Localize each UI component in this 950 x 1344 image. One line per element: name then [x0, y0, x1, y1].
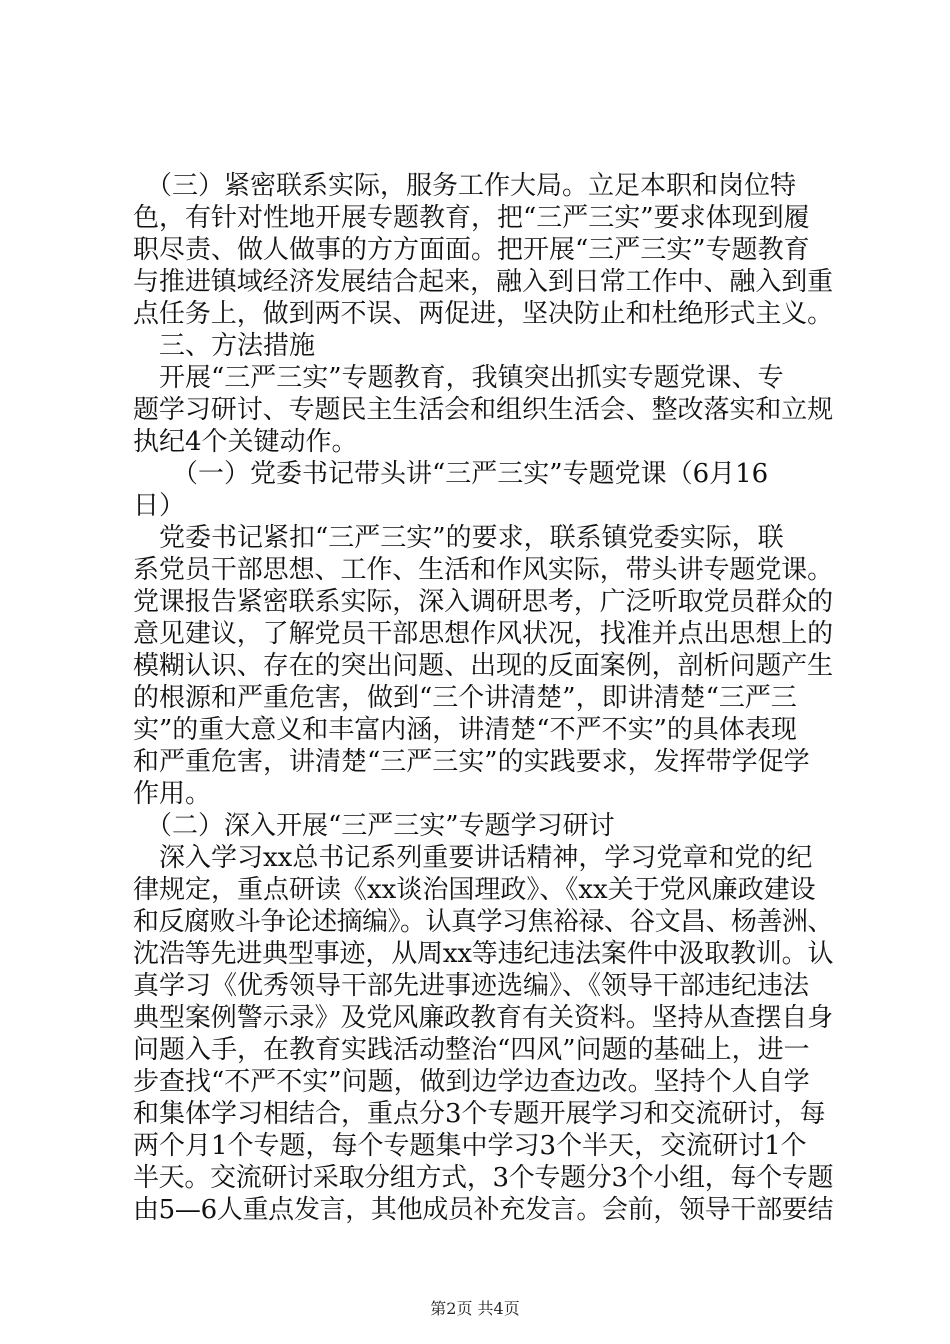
text-line: 意见建议，了解党员干部思想作风状况，找准并点出思想上的 [133, 619, 834, 649]
text-line: 色，有针对性地开展专题教育，把“三严三实”要求体现到履 [133, 203, 810, 233]
text-line: 点任务上，做到两不误、两促进，坚决防止和杜绝形式主义。 [133, 299, 834, 329]
text-line: 党委书记紧扣“三严三实”的要求，联系镇党委实际，联 [133, 523, 784, 553]
text-line: 系党员干部思想、工作、生活和作风实际，带头讲专题党课。 [133, 555, 834, 585]
text-line: 沈浩等先进典型事迹，从周xx等违纪违法案件中汲取教训。认 [133, 939, 834, 969]
text-line: 开展“三严三实”专题教育，我镇突出抓实专题党课、专 [133, 363, 784, 393]
text-line: 职尽责、做人做事的方方面面。把开展“三严三实”专题教育 [133, 235, 810, 265]
text-line: 和集体学习相结合，重点分3个专题开展学习和交流研讨，每 [133, 1099, 826, 1129]
text-line: 党课报告紧密联系实际，深入调研思考，广泛听取党员群众的 [133, 587, 834, 617]
text-line: 深入学习xx总书记系列重要讲话精神，学习党章和党的纪 [133, 843, 813, 873]
text-line: 日） [133, 491, 186, 521]
text-line: 典型案例警示录》及党风廉政教育有关资料。坚持从查摆自身 [133, 1003, 834, 1033]
document-body [133, 170, 833, 1226]
text-line: 问题入手，在教育实践活动整治“四风”问题的基础上，进一 [133, 1035, 810, 1065]
text-line: 实”的重大意义和丰富内涵，讲清楚“不严不实”的具体表现 [133, 715, 797, 745]
text-line: 两个月1个专题，每个专题集中学习3个半天，交流研讨1个 [133, 1131, 807, 1161]
text-line: 题学习研讨、专题民主生活会和组织生活会、整改落实和立规 [133, 395, 834, 425]
text-line: 作用。 [133, 779, 212, 809]
page-footer: 第2页 共4页 [430, 1299, 520, 1318]
text-line: 和反腐败斗争论述摘编》。认真学习焦裕禄、谷文昌、杨善洲、 [133, 907, 833, 937]
text-line: 半天。交流研讨采取分组方式，3个专题分3个小组，每个专题 [133, 1163, 834, 1193]
text-line: 执纪4个关键动作。 [133, 427, 358, 457]
text-line: （一）党委书记带头讲“三严三实”专题党课（6月16 [133, 459, 769, 489]
text-line: 和严重危害，讲清楚“三严三实”的实践要求，发挥带学促学 [133, 747, 810, 777]
text-line: 由5—6人重点发言，其他成员补充发言。会前，领导干部要结 [133, 1195, 834, 1225]
text-line: （二）深入开展“三严三实”专题学习研讨 [133, 811, 615, 841]
text-line: （三）紧密联系实际，服务工作大局。立足本职和岗位特 [133, 171, 797, 201]
text-line: 与推进镇域经济发展结合起来，融入到日常工作中、融入到重 [133, 267, 834, 297]
text-line: 模糊认识、存在的突出问题、出现的反面案例，剖析问题产生 [133, 651, 834, 681]
text-line: 真学习《优秀领导干部先进事迹选编》、《领导干部违纪违法 [133, 971, 810, 1001]
text-line: 的根源和严重危害，做到“三个讲清楚”，即讲清楚“三严三 [133, 683, 797, 713]
text-line: 律规定，重点研读《xx谈治国理政》、《xx关于党风廉政建设 [133, 875, 816, 905]
text-line: 三、方法措施 [133, 331, 316, 361]
text-line: 步查找“不严不实”问题，做到边学边查边改。坚持个人自学 [133, 1067, 810, 1097]
